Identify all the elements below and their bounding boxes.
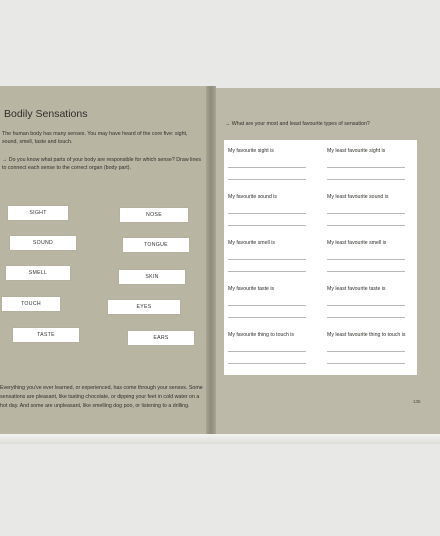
answer-line[interactable]	[228, 363, 306, 364]
least-taste-cell	[327, 286, 413, 292]
label-ears: EARS	[128, 331, 194, 345]
label-nose: NOSE	[120, 208, 188, 222]
fav-sound-cell	[228, 194, 314, 200]
answer-line[interactable]	[327, 213, 405, 214]
fav-taste-label: My favourite taste is	[228, 286, 275, 292]
least-sound-cell	[327, 194, 413, 200]
label-smell: SMELL	[6, 266, 70, 280]
answer-line[interactable]	[228, 213, 306, 214]
answer-line[interactable]	[228, 167, 306, 168]
least-sight-cell	[327, 148, 413, 154]
instruction-text: → Do you know what parts of your body are responsible for which sense? Draw lines to connect each sense to the correct organ (body part).	[2, 157, 202, 171]
page-edges	[0, 434, 440, 444]
label-touch: TOUCH	[2, 297, 60, 311]
outro-text: Everything you've ever learned, or experienced, has come through your senses. Some sensations are pleasant, like tasting chocolate, or dipping your feet in cold water on a hot day. And some are unpleasant, like smelling dog poo, or listening to a drilling.	[0, 385, 203, 409]
fav-taste-cell	[228, 286, 314, 292]
label-sight: SIGHT	[8, 206, 68, 220]
answer-line[interactable]	[228, 305, 306, 306]
answer-line[interactable]	[228, 351, 306, 352]
least-sound-label: My least favourite sound is	[327, 194, 389, 200]
book-gutter	[206, 86, 216, 438]
least-taste-label: My least favourite taste is	[327, 286, 386, 292]
fav-smell-label: My favourite smell is	[228, 240, 275, 246]
answer-line[interactable]	[327, 363, 405, 364]
least-sight-label: My least favourite sight is	[327, 148, 386, 154]
label-sound: SOUND	[10, 236, 76, 250]
label-eyes: EYES	[108, 300, 180, 314]
label-tongue: TONGUE	[123, 238, 189, 252]
answer-line[interactable]	[327, 317, 405, 318]
favourites-card	[224, 140, 417, 375]
label-taste: TASTE	[13, 328, 79, 342]
answer-line[interactable]	[228, 317, 306, 318]
answer-line[interactable]	[327, 351, 405, 352]
fav-sight-cell	[228, 148, 314, 154]
answer-line[interactable]	[228, 271, 306, 272]
intro-text: The human body has many senses. You may have heard of the core five: sight, sound, smell, taste and touch.	[2, 131, 188, 145]
label-skin: SKIN	[119, 270, 185, 284]
fav-touch-cell	[228, 332, 314, 338]
answer-line[interactable]	[327, 179, 405, 180]
answer-line[interactable]	[327, 225, 405, 226]
fav-touch-label: My favourite thing to touch is	[228, 332, 295, 338]
least-smell-cell	[327, 240, 413, 246]
answer-line[interactable]	[228, 225, 306, 226]
fav-sound-label: My favourite sound is	[228, 194, 278, 200]
answer-line[interactable]	[327, 271, 405, 272]
page-number: 135	[413, 399, 421, 404]
answer-line[interactable]	[327, 305, 405, 306]
least-touch-cell	[327, 332, 413, 338]
fav-smell-cell	[228, 240, 314, 246]
fav-sight-label: My favourite sight is	[228, 148, 274, 154]
page-title: Bodily Sensations	[4, 108, 88, 120]
answer-line[interactable]	[228, 179, 306, 180]
least-touch-label: My least favourite thing to touch is	[327, 332, 406, 338]
answer-line[interactable]	[327, 167, 405, 168]
least-smell-label: My least favourite smell is	[327, 240, 387, 246]
answer-line[interactable]	[327, 259, 405, 260]
answer-line[interactable]	[228, 259, 306, 260]
right-question: → What are your most and least favourite types of sensation?	[225, 121, 370, 127]
